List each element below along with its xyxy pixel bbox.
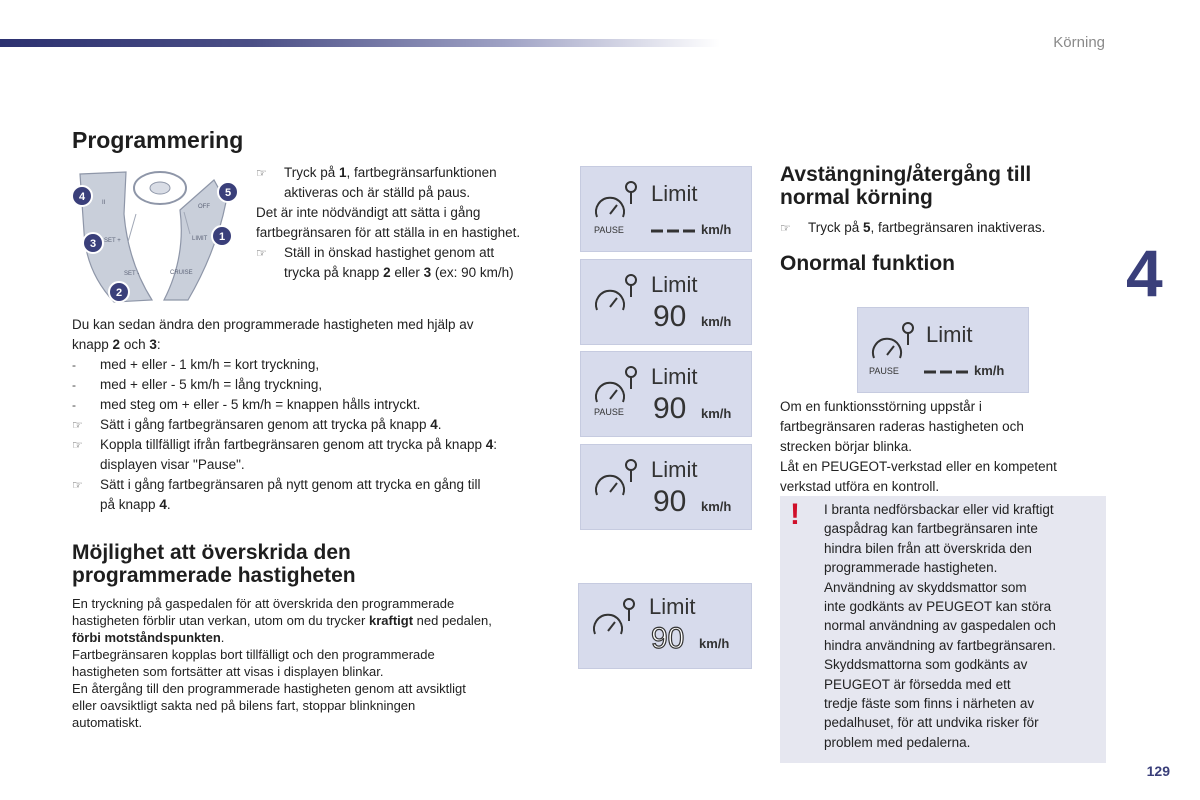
speedometer-icon xyxy=(596,182,636,217)
warning-line: pedalhuset, för att undvika risker för xyxy=(824,715,1039,731)
display-value: 90 xyxy=(653,392,687,425)
dash-item: - med steg om + eller - 5 km/h = knappen hålls intryckt. xyxy=(72,397,421,412)
speedometer-icon xyxy=(596,367,636,402)
pointer-finger-icon: ☞ xyxy=(256,166,267,180)
bullet-item: ☞ Sätt i gång fartbegränsaren genom att trycka på knapp 4. xyxy=(72,415,562,435)
button-3-marker xyxy=(83,233,103,253)
steering-controls-illustration xyxy=(68,162,248,312)
programmering-body-text xyxy=(72,315,562,515)
warning-line: I branta nedförsbackar eller vid kraftigt xyxy=(824,502,1054,517)
chapter-number: 4 xyxy=(1126,236,1163,310)
warning-line: tredje fäste som finns i närheten av xyxy=(824,696,1035,712)
heading-onormal-funktion: Onormal funktion xyxy=(780,252,955,275)
page-number: 129 xyxy=(1146,763,1170,779)
display-label: Limit xyxy=(651,364,698,389)
onormal-text: Om en funktionsstörning uppstår i fartbegränsaren raderas hastigheten och strecken börjar blinka. Låt en PEUGEOT-verkstad eller en kompetent verkstad utföra en kontroll. xyxy=(780,399,1057,494)
warning-line: programmerade hastigheten. xyxy=(824,560,998,576)
limit-display-90-override xyxy=(578,583,752,669)
pointer-finger-icon: ☞ xyxy=(72,418,83,432)
svg-text:2: 2 xyxy=(115,287,123,299)
display-value: 90 xyxy=(653,300,687,333)
label-cruise: CRUISE xyxy=(170,270,193,276)
limit-display-pause xyxy=(580,166,752,252)
button-2-marker xyxy=(109,282,129,302)
warning-line: problem med pedalerna. xyxy=(824,734,971,750)
speedometer-icon xyxy=(873,323,913,358)
bullet-item: ☞ Tryck på 1, fartbegränsarfunktionen aktiveras och är ställd på paus. xyxy=(256,165,497,200)
display-status: PAUSE xyxy=(594,225,624,235)
display-label: Limit xyxy=(649,594,696,619)
button-5-marker xyxy=(218,182,238,202)
label-set-plus: SET + xyxy=(104,238,121,244)
avstangning-text xyxy=(780,218,1110,238)
display-unit: km/h xyxy=(701,406,732,421)
overskrida-text: En tryckning på gaspedalen för att överskrida den programmerade hastigheten förblir utan verkan, utom om du trycker kraftigt ned pedalen, förbi motståndspunkten. Fartbegränsaren kopplas bort tillfälligt och den programmerade hastigheten som fortsätter att visas i displayen blinkar. En återgång till den programmerade hastigheten genom att avsiktligt eller oavsiktligt sakta ned på bilens fart, stoppar blinkningen automatiskt. xyxy=(72,596,492,730)
warning-text xyxy=(824,500,1104,752)
bullet-item: ☞ Tryck på 5, fartbegränsaren inaktiveras. xyxy=(780,218,1110,238)
pointer-finger-icon: ☞ xyxy=(256,246,267,260)
label-set-minus: SET - xyxy=(124,271,140,277)
svg-text:3: 3 xyxy=(89,238,97,250)
warning-line: normal användning av gaspedalen och xyxy=(824,618,1056,634)
dash-item: - med + eller - 5 km/h = lång tryckning, xyxy=(72,377,323,392)
display-status: PAUSE xyxy=(869,366,899,376)
limit-display-fault xyxy=(857,307,1029,393)
display-value: 90 xyxy=(651,622,685,655)
display-unit: km/h xyxy=(701,499,732,514)
speedometer-icon xyxy=(596,275,636,310)
display-label: Limit xyxy=(651,181,698,206)
pointer-finger-icon: ☞ xyxy=(72,478,83,492)
speedometer-icon xyxy=(594,599,634,634)
paragraph: Det är inte nödvändigt att sätta i gång fartbegränsaren för att ställa in en hastighet. xyxy=(256,205,521,240)
section-title: Körning xyxy=(1053,34,1105,51)
label-pause-symbol: II xyxy=(102,200,106,206)
display-unit: km/h xyxy=(701,314,732,329)
limit-display-90-pause xyxy=(580,351,752,437)
header-gradient-bar xyxy=(0,39,720,47)
label-off: OFF xyxy=(198,204,210,210)
bullet-item: ☞ Sätt i gång fartbegränsaren på nytt genom att trycka en gång till på knapp 4. xyxy=(72,477,481,512)
programmering-side-text xyxy=(256,163,566,283)
display-unit: km/h xyxy=(699,636,730,651)
speedometer-icon xyxy=(596,460,636,495)
display-unit: km/h xyxy=(974,363,1005,378)
display-status: PAUSE xyxy=(594,407,624,417)
warning-exclamation-icon: ! xyxy=(790,498,800,531)
warning-line: inte godkänts av PEUGEOT kan störa xyxy=(824,599,1052,615)
display-label: Limit xyxy=(651,272,698,297)
svg-text:5: 5 xyxy=(224,187,232,199)
warning-line: hindra användning av fartbegränsaren. xyxy=(824,637,1056,653)
warning-line: Användning av skyddsmattor som xyxy=(824,579,1027,595)
warning-line: PEUGEOT är försedda med ett xyxy=(824,676,1011,692)
pointer-finger-icon: ☞ xyxy=(780,221,791,235)
paragraph: Du kan sedan ändra den programmerade hastigheten med hjälp av knapp 2 och 3: xyxy=(72,317,474,352)
display-unit: km/h xyxy=(701,222,732,237)
svg-text:4: 4 xyxy=(78,191,86,203)
limit-display-90 xyxy=(580,259,752,345)
limit-display-90-blinking xyxy=(580,444,752,530)
display-label: Limit xyxy=(926,322,973,347)
warning-line: Skyddsmattorna som godkänts av xyxy=(824,657,1028,673)
heading-programmering: Programmering xyxy=(72,127,244,153)
heading-avstangning: Avstängning/återgång till normal körning xyxy=(780,163,1032,210)
label-limit: LIMIT xyxy=(192,236,208,242)
bullet-item: ☞ Koppla tillfälligt ifrån fartbegränsaren genom att trycka på knapp 4: displayen visar "Pause". xyxy=(72,437,498,472)
display-label: Limit xyxy=(651,457,698,482)
pointer-finger-icon: ☞ xyxy=(72,438,83,452)
svg-text:1: 1 xyxy=(218,231,226,243)
display-value: 90 xyxy=(653,485,687,518)
button-1-marker xyxy=(212,226,232,246)
bullet-item: ☞ Ställ in önskad hastighet genom att trycka på knapp 2 eller 3 (ex: 90 km/h) xyxy=(256,245,514,280)
button-4-marker xyxy=(72,186,92,206)
warning-line: hindra bilen från att överskrida den xyxy=(824,540,1032,556)
heading-overskrida: Möjlighet att överskrida den programmerade hastigheten xyxy=(72,541,356,588)
warning-line: gaspådrag kan fartbegränsaren inte xyxy=(824,521,1038,537)
dash-item: - med + eller - 1 km/h = kort tryckning, xyxy=(72,357,320,372)
